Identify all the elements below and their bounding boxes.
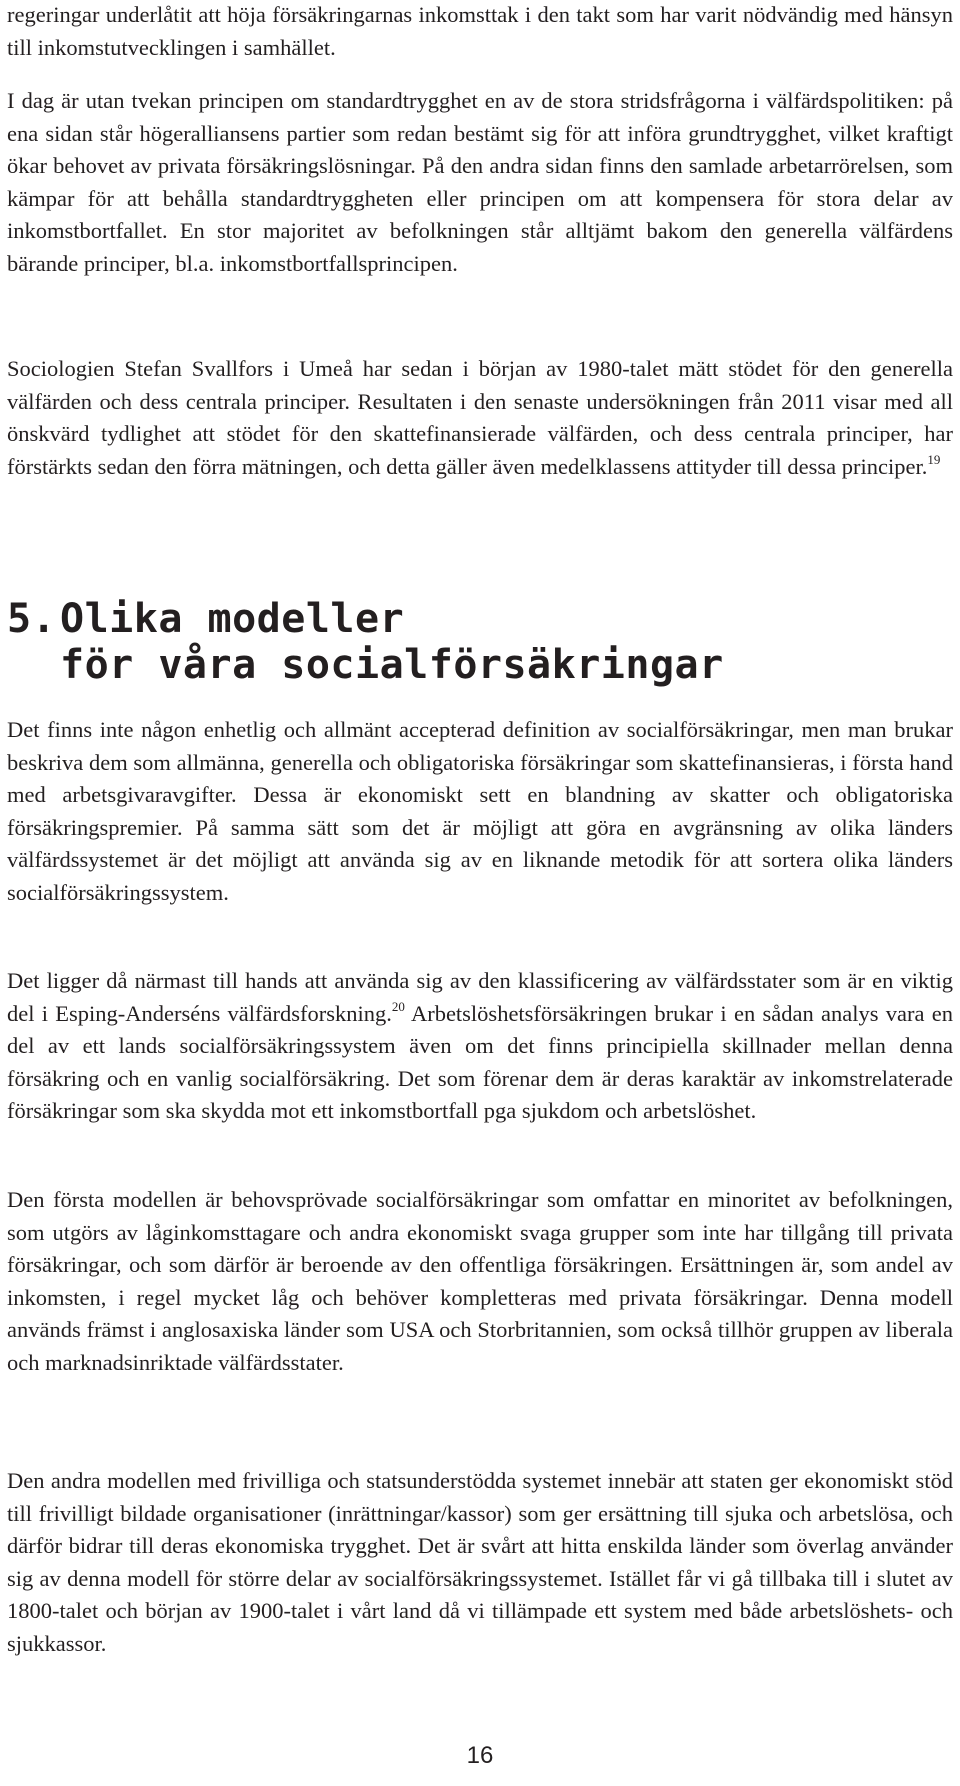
section-title-line2: för våra socialförsäkringar <box>60 642 724 688</box>
section-title-line1: Olika modeller <box>60 596 405 642</box>
paragraph-second-model: Den andra modellen med frivilliga och statsunderstödda systemet innebär att staten ger ekonomiskt stöd till frivilligt bildade organisationer (inrättningar/kassor) som ger ersättning till sjuka och arbetslösa, och därför bidrar till deras ekonomiska trygghet. Det är svårt att hitta enskilda länder som överlag använder sig av denna modell för större delar av socialförsäkringssystemet. Istället får vi gå tillbaka till i slutet av 1800-talet och början av 1900-talet i vårt land då vi tillämpade ett system med både arbetslöshets- och sjukkassor. <box>7 1468 953 1656</box>
section-number: 5. <box>7 596 57 642</box>
footnote-ref-20[interactable]: 20 <box>391 999 405 1015</box>
paragraph-svallfors <box>7 353 953 483</box>
paragraph-definition: Det finns inte någon enhetlig och allmänt accepterad definition av socialförsäkringar, men man brukar beskriva dem som allmänna, generella och obligatoriska försäkringar som skattefinansieras, i första hand med arbetsgivaravgifter. Dessa är ekonomiskt sett en blandning av skatter och obligatoriska försäkringspremier. På samma sätt som det är möjligt att göra en avgränsning av olika länders välfärdssystemet är det möjligt att använda sig av en liknande metodik för att sortera olika länders socialförsäkringssystem. <box>7 717 953 905</box>
paragraph-esping-andersen-text-b: Arbetslöshetsförsäkringen brukar i en sådan analys vara en del av ett lands socialförsäkringssystem även om det finns principiella skillnader mellan denna försäkring och en vanlig socialförsäkring. Det som förenar dem är deras karaktär av inkomstrelaterade försäkringar som ska skydda mot ett inkomstbortfall pga sjukdom och arbetslöshet. <box>7 1000 954 1124</box>
section-heading <box>7 596 724 688</box>
paragraph-svallfors-text: Sociologien Stefan Svallfors i Umeå har sedan i början av 1980-talet mätt stödet för den generella välfärden och dess centrala principer. Resultaten i den senaste undersökningen från 2011 visar med all önskvärd tydlighet att stödet för den skattefinansierade välfärden, och dess centrala principer, har förstärkts sedan den förra mätningen, och detta gäller även medelklassens attityder till dessa principer. <box>7 356 953 479</box>
paragraph-esping-andersen-text-a: Det ligger då närmast till hands att använda sig av den klassificering av välfärdsstater som är en viktig del i Esping-Anderséns välfärdsforskning. <box>7 968 953 1026</box>
page-number: 16 <box>466 1742 494 1769</box>
paragraph-esping-andersen <box>7 965 953 1128</box>
paragraph-first-model: Den första modellen är behovsprövade socialförsäkringar som omfattar en minoritet av befolkningen, som utgörs av låginkomsttagare och andra ekonomiskt svaga grupper som inte har tillgång till privata försäkringar, och som därför är beroende av den offentliga försäkringen. Ersättningen är, som andel av inkomsten, i regel mycket låg och behöver kompletteras med privata försäkringar. Denna modell används främst i anglosaxiska länder som USA och Storbritannien, som också tillhör gruppen av liberala och marknadsinriktade välfärdsstater. <box>7 1187 953 1375</box>
paragraph-intro-continuation: regeringar underlåtit att höja försäkringarnas inkomsttak i den takt som har varit nödvändig med hänsyn till inkomstutvecklingen i samhället. <box>7 2 953 60</box>
footnote-ref-19[interactable]: 19 <box>927 452 941 468</box>
paragraph-standardtrygghet: I dag är utan tvekan principen om standardtrygghet en av de stora stridsfrågorna i välfärdspolitiken: på ena sidan står högeralliansens partier som redan bestämt sig för att införa grundtrygghet, vilket kraftigt ökar behovet av privata försäkringslösningar. På den andra sidan finns den samlade arbetarrörelsen, som kämpar för att behålla standardtryggheten eller principen om att kompensera för stora delar av inkomstbortfallet. En stor majoritet av befolkningen står alltjämt bakom den generella välfärdens bärande principer, bl.a. inkomstbortfallsprincipen. <box>7 88 953 276</box>
